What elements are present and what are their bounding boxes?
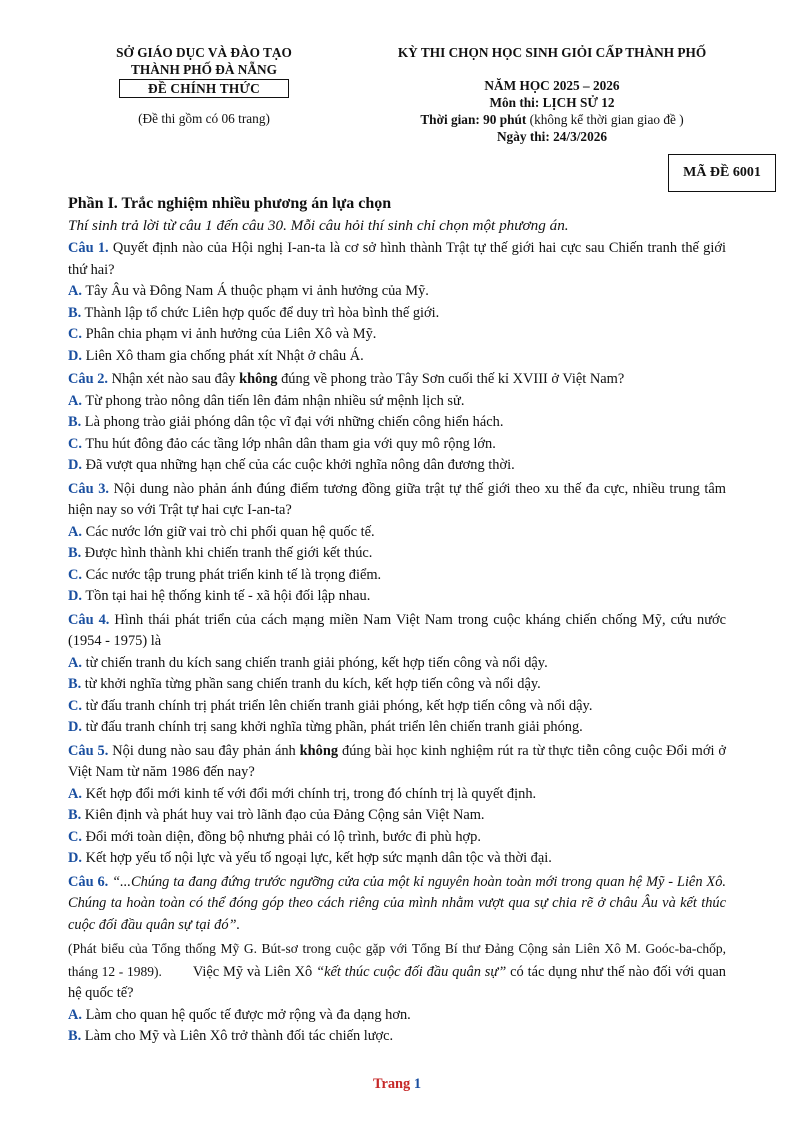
question-text: Quyết định nào của Hội nghị I-an-ta là cơ sở hình thành Trật tự thế giới hai cực sau Chiến tranh thế giới thứ hai?: [68, 240, 726, 278]
option-b: [68, 1026, 726, 1048]
option-a: [68, 522, 726, 544]
page-number: 1: [413, 1076, 422, 1092]
option-label: D.: [68, 588, 82, 604]
option-text: Thu hút đông đảo các tầng lớp nhân dân tham gia với quy mô rộng lớn.: [82, 435, 496, 452]
option-text: từ khởi nghĩa từng phần sang chiến tranh du kích, kết hợp tiến công và nổi dậy.: [81, 676, 541, 692]
question-text: Nội dung nào phản ánh đúng điểm tương đồng giữa trật tự thế giới theo xu thế đa cực, nhiều trung tâm hiện nay so với Trật tự hai cực I-an-ta?: [68, 480, 726, 518]
option-text: Các nước tập trung phát triển kinh tế là trọng điểm.: [82, 566, 382, 583]
option-a: [68, 391, 726, 413]
option-text: Được hình thành khi chiến tranh thế giới kết thúc.: [81, 545, 373, 561]
subject: Môn thi: LỊCH SỬ 12: [489, 95, 615, 110]
option-text: Đã vượt qua những hạn chế của các cuộc khởi nghĩa nông dân đương thời.: [82, 457, 515, 473]
option-text: Kết hợp đổi mới kinh tế với đổi mới chính trị, trong đó chính trị là quyết định.: [82, 785, 537, 802]
option-label: B.: [68, 676, 82, 692]
official-exam-box: ĐỀ CHÍNH THỨC: [119, 79, 289, 98]
question-2: [68, 369, 726, 391]
option-d: [68, 848, 726, 870]
option-a: [68, 1005, 726, 1027]
option-text: Tây Âu và Đông Nam Á thuộc phạm vi ảnh hưởng của Mỹ.: [82, 283, 429, 299]
question-number: Câu 2.: [68, 371, 108, 387]
question-text: Việc Mỹ và Liên Xô: [192, 963, 317, 980]
option-label: D.: [68, 347, 82, 364]
option-text: Kiên định và phát huy vai trò lãnh đạo của Đảng Cộng sản Việt Nam.: [81, 807, 485, 823]
option-text: Là phong trào giải phóng dân tộc vĩ đại với những chiến công hiển hách.: [81, 414, 504, 430]
question-number: Câu 1.: [68, 240, 109, 256]
option-text: từ đấu tranh chính trị phát triển lên chiến tranh giải phóng, kết hợp tiến công và nổi dậy.: [82, 697, 593, 714]
question-text: đúng bài học kinh nghiệm rút ra từ thực tiễn công cuộc Đổi mới ở Việt Nam từ năm 1986 đến nay?: [68, 742, 727, 780]
option-label: A.: [68, 283, 82, 299]
option-a: [68, 281, 726, 303]
option-d: [68, 586, 726, 608]
question-text: đúng về phong trào Tây Sơn cuối thế kỉ XVIII ở Việt Nam?: [277, 371, 625, 387]
option-c: [68, 324, 726, 346]
option-text: từ chiến tranh du kích sang chiến tranh giải phóng, kết hợp tiến công và nổi dậy.: [82, 654, 548, 671]
question-emphasis: không: [239, 371, 278, 387]
option-label: B.: [68, 545, 82, 561]
option-c: [68, 565, 726, 587]
option-text: Đổi mới toàn diện, đồng bộ nhưng phải có lộ trình, bước đi phù hợp.: [82, 828, 481, 845]
exam-duration: [372, 111, 732, 128]
option-c: [68, 434, 726, 456]
option-d: [68, 455, 726, 477]
option-label: C.: [68, 435, 82, 452]
option-b: [68, 412, 726, 434]
exam-title: KỲ THI CHỌN HỌC SINH GIỎI CẤP THÀNH PHỐ: [397, 45, 707, 60]
option-b: [68, 674, 726, 696]
option-d: [68, 717, 726, 739]
question-3: [68, 479, 726, 522]
option-c: [68, 827, 726, 849]
quote-source: (Phát biểu của Tổng thống Mỹ G. Bút-sơ trong cuộc gặp với Tổng Bí thư Đảng Cộng sản Liên Xô M. Goóc-ba-chốp, tháng 12 - 1989).: [68, 941, 726, 979]
option-label: C.: [68, 828, 82, 845]
pages-note: (Đề thi gồm có 06 trang): [138, 111, 270, 126]
option-b: [68, 543, 726, 565]
question-5: [68, 741, 726, 784]
question-emphasis: không: [299, 742, 339, 759]
option-label: C.: [68, 697, 82, 714]
question-text: Hình thái phát triển của cách mạng miền Nam Việt Nam trong cuộc kháng chiến chống Mỹ, cứu nước (1954 - 1975) là: [68, 611, 726, 649]
option-label: A.: [68, 523, 82, 540]
option-label: D.: [68, 850, 82, 866]
option-label: C.: [68, 326, 82, 342]
question-text: có tác dụng như thế nào đối với quan hệ quốc tế?: [68, 963, 726, 1001]
option-text: Thành lập tổ chức Liên hợp quốc để duy trì hòa bình thế giới.: [81, 304, 440, 321]
department-name: SỞ GIÁO DỤC VÀ ĐÀO TẠO: [116, 45, 292, 60]
option-label: C.: [68, 566, 82, 583]
option-b: [68, 303, 726, 325]
option-label: B.: [68, 414, 82, 430]
issuing-department: [84, 44, 324, 127]
exam-content: [68, 193, 726, 1048]
question-text: Nội dung nào sau đây phản ánh: [108, 742, 300, 759]
question-number: Câu 6.: [68, 873, 109, 890]
exam-info: [372, 44, 732, 145]
option-label: B.: [68, 1028, 82, 1044]
page-footer: [0, 1076, 794, 1093]
option-c: [68, 696, 726, 718]
city-name: THÀNH PHỐ ĐÀ NẴNG: [131, 62, 277, 77]
option-label: D.: [68, 719, 82, 735]
question-text: Nhận xét nào sau đây: [107, 371, 240, 387]
question-4: [68, 610, 726, 653]
option-text: Liên Xô tham gia chống phát xít Nhật ở châu Á.: [82, 347, 364, 364]
option-text: Kết hợp yếu tố nội lực và yếu tố ngoại lực, kết hợp sức mạnh dân tộc và thời đại.: [82, 850, 552, 866]
time-note: (không kể thời gian giao đề ): [526, 112, 684, 127]
question-inline-quote: “kết thúc cuộc đối đầu quân sự”: [316, 963, 507, 980]
exam-code-box: MÃ ĐỀ 6001: [668, 154, 776, 192]
option-text: Từ phong trào nông dân tiến lên đảm nhận nhiều sứ mệnh lịch sử.: [82, 392, 465, 409]
option-text: Phân chia phạm vi ảnh hưởng của Liên Xô và Mỹ.: [82, 326, 377, 342]
option-a: [68, 653, 726, 675]
option-b: [68, 805, 726, 827]
part-instruction: Thí sinh trả lời từ câu 1 đến câu 30. Mỗi câu hỏi thí sinh chỉ chọn một phương án.: [68, 217, 569, 234]
option-label: D.: [68, 457, 82, 473]
question-quote: “...Chúng ta đang đứng trước ngưỡng cửa của một kỉ nguyên hoàn toàn mới trong quan hệ Mỹ - Liên Xô. Chúng ta hoàn toàn có thể đóng góp theo cách riêng của mình nhằm vượt qua sự chia rẽ ở châu Âu và kết thúc cuộc đối đầu quân sự tại đó”.: [68, 873, 726, 933]
option-a: [68, 784, 726, 806]
option-text: từ đấu tranh chính trị sang khởi nghĩa từng phần, phát triển lên chiến tranh giải phóng.: [82, 719, 583, 735]
option-d: [68, 346, 726, 368]
option-label: A.: [68, 392, 82, 409]
option-text: Các nước lớn giữ vai trò chi phối quan hệ quốc tế.: [82, 523, 375, 540]
option-label: A.: [68, 1006, 82, 1023]
school-year: NĂM HỌC 2025 – 2026: [484, 78, 620, 93]
option-text: Làm cho Mỹ và Liên Xô trở thành đối tác chiến lược.: [81, 1028, 394, 1044]
option-label: B.: [68, 807, 82, 823]
option-label: B.: [68, 304, 82, 321]
option-label: A.: [68, 654, 82, 671]
question-1: [68, 238, 726, 281]
page-label: Trang: [372, 1076, 411, 1092]
question-number: Câu 5.: [68, 742, 109, 759]
option-text: Tồn tại hai hệ thống kinh tế - xã hội đối lập nhau.: [82, 588, 371, 604]
question-number: Câu 3.: [68, 480, 110, 497]
part-title: Phần I. Trắc nghiệm nhiều phương án lựa chọn: [68, 195, 392, 212]
time-label: Thời gian: 90 phút: [420, 112, 527, 127]
option-label: A.: [68, 785, 82, 802]
question-6-stem: [68, 938, 726, 1005]
question-6: [68, 872, 726, 937]
option-text: Làm cho quan hệ quốc tế được mở rộng và đa dạng hơn.: [82, 1006, 411, 1023]
exam-date: Ngày thi: 24/3/2026: [496, 129, 608, 144]
question-number: Câu 4.: [68, 611, 110, 628]
